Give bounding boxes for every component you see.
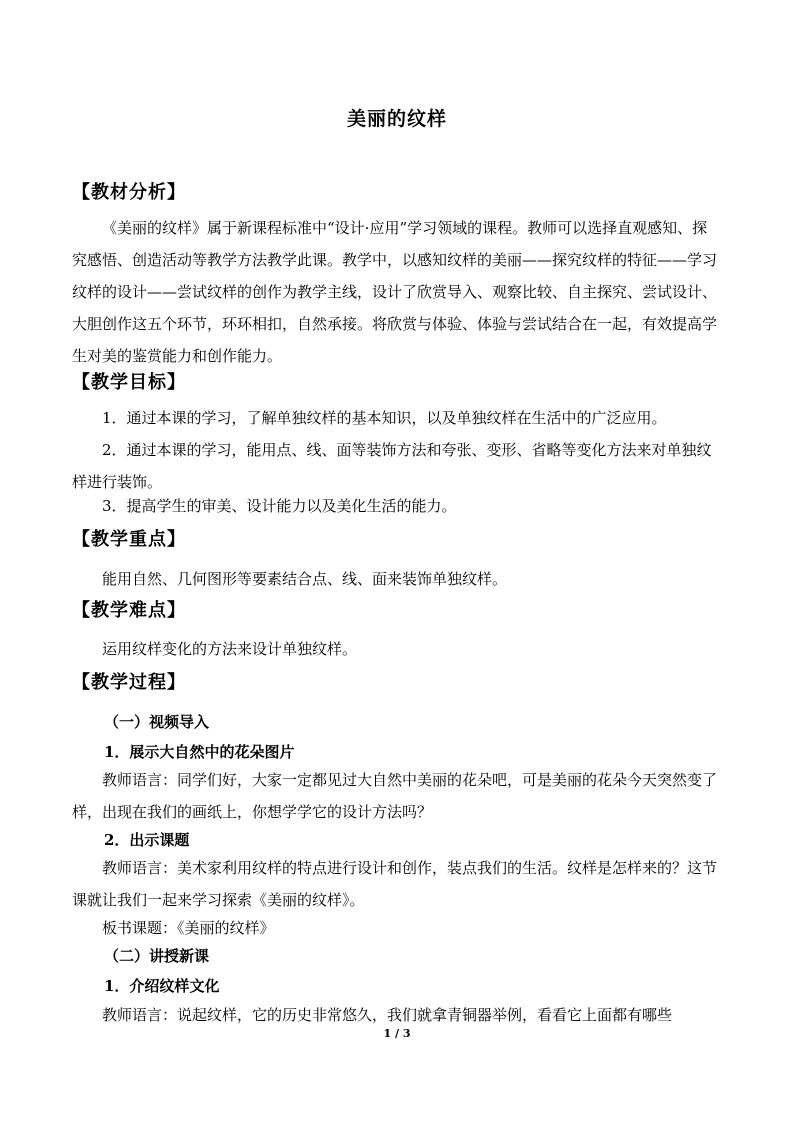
step-1-title: 1．展示大自然中的花朵图片	[104, 743, 295, 761]
step-3-title: 1．介绍纹样文化	[104, 977, 220, 995]
heading-goals: 【教学目标】	[72, 372, 186, 393]
goal-item-3: 3．提高学生的审美、设计能力以及美化生活的能力。	[102, 497, 457, 515]
heading-difficulties: 【教学难点】	[72, 600, 186, 621]
board-title-line: 板书课题：《美丽的纹样》	[102, 919, 275, 937]
goal-item-2: 2．通过本课的学习，能用点、线、面等装饰方法和夸张、变形、省略等变化方法来对单独纹样进行装饰。	[72, 441, 712, 491]
step-3-text: 教师语言：说起纹样，它的历史非常悠久，我们就拿青铜器举例，看看它上面都有哪些	[102, 1006, 673, 1024]
step-2-text: 教师语言：美术家利用纹样的特点进行设计和创作，装点我们的生活。纹样是怎样来的？这节课就让我们一起来学习探索《美丽的纹样》。	[72, 859, 718, 909]
heading-process: 【教学过程】	[72, 672, 186, 693]
goal-item-1: 1．通过本课的学习，了解单独纹样的基本知识，以及单独纹样在生活中的广泛应用。	[102, 409, 667, 427]
process-part-1: （一）视频导入	[104, 713, 210, 731]
analysis-paragraph: 《美丽的纹样》属于新课程标准中“设计·应用”学习领域的课程。教师可以选择直观感知、探究感悟、创造活动等教学方法教学此课。教学中，以感知纹样的美丽——探究纹样的特征——学习纹样的设计——尝试纹样的创作为教学主线，设计了欣赏导入、观察比较、自主探究、尝试设计、大胆创作这五个环节，环环相扣，自然承接。将欣赏与体验、体验与尝试结合在一起，有效提高学生对美的鉴赏能力和创作能力。	[72, 219, 718, 365]
step-2-title: 2．出示课题	[104, 831, 190, 849]
document-title: 美丽的纹样	[346, 108, 447, 130]
heading-key-points: 【教学重点】	[72, 529, 186, 550]
heading-analysis: 【教材分析】	[72, 182, 186, 203]
step-1-text: 教师语言：同学们好，大家一定都见过大自然中美丽的花朵吧，可是美丽的花朵今天突然变了样，出现在我们的画纸上，你想学学它的设计方法吗？	[72, 771, 718, 821]
page-number: 1 / 3	[383, 1027, 411, 1040]
process-part-2: （二）讲授新课	[104, 947, 210, 965]
difficulties-text: 运用纹样变化的方法来设计单独纹样。	[102, 640, 358, 658]
key-points-text: 能用自然、几何图形等要素结合点、线、面来装饰单独纹样。	[102, 570, 508, 588]
